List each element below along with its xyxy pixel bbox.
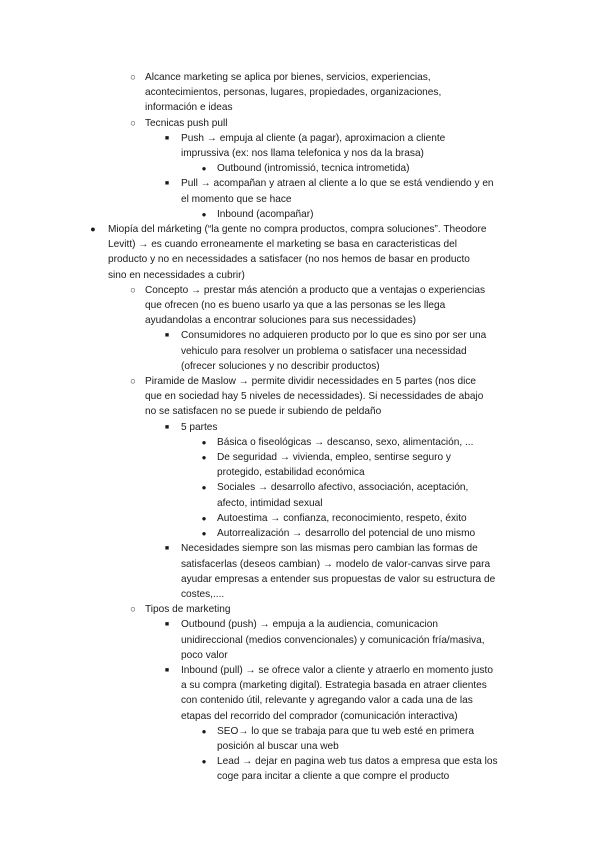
list-item-text: De seguridad → vivienda, empleo, sentirse seguro y protegido, estabilidad económica [217, 452, 451, 479]
list-item-text: Alcance marketing se aplica por bienes, servicios, experiencias, acontecimientos, personas, lugares, propiedades, organizaciones, información e ideas [145, 72, 442, 114]
list-item-text: Outbound (intromissió, tecnica intrometida) [217, 163, 410, 175]
list-item-text: Miopía del márketing (“la gente no compra productos, compra soluciones”. Theodore Levitt) → es cuando erroneamente el marketing se basa en caracteristicas del producto y no en necessidades a satisfacer (no nos hemos de basar en producto sino en necessidades a cubrir) [108, 224, 487, 281]
list-item [0, 116, 600, 131]
list-item [0, 754, 600, 784]
list-item [0, 663, 600, 724]
list-item-text: Pull → acompañan y atraen al cliente a lo que se está vendiendo y en el momento que se hace [181, 178, 494, 205]
filled-circle-bullet-icon: ● [90, 224, 96, 235]
filled-circle-bullet-icon: ● [201, 529, 207, 539]
filled-circle-bullet-icon: ● [201, 757, 207, 767]
list-item-text: Básica o fiseológicas → descanso, sexo, alimentación, ... [217, 436, 474, 448]
filled-circle-bullet-icon: ● [201, 209, 207, 219]
list-item [0, 602, 600, 617]
list-item-text: Concepto → prestar más atención a producto que a ventajas o experiencias que ofrecen (no es bueno usarlo ya que a las personas se les llega ayudandolas a encontrar soluciones para sus necessidades) [145, 284, 486, 327]
list-item [0, 526, 600, 541]
list-item [0, 450, 600, 480]
list-item [0, 617, 600, 663]
square-bullet-icon: ■ [164, 545, 170, 553]
list-item-text: SEO→ lo que se trabaja para que tu web esté en primera posición al buscar una web [217, 725, 474, 752]
list-item-text: Lead → dejar en pagina web tus datos a empresa que esta los coge para incitar a cliente a que compre el producto [217, 756, 498, 783]
list-item [0, 374, 600, 420]
list-item-text: Necesidades siempre son las mismas pero cambian las formas de satisfacerlas (deseos cambian) → modelo de valor-canvas sirve para ayudar empresas a entender sus propuestas de valor su estructura de costes,.... [181, 543, 496, 600]
square-bullet-icon: ■ [164, 134, 170, 142]
list-item-text: Push → empuja al cliente (a pagar), aproximacion a cliente imprussiva (ex: nos llama telefonica y nos da la brasa) [181, 132, 446, 160]
list-item [0, 435, 600, 450]
list-item-text: Inbound (acompañar) [217, 208, 314, 220]
list-item [0, 70, 600, 116]
square-bullet-icon: ■ [164, 423, 170, 431]
list-item-text: Inbound (pull) → se ofrece valor a cliente y atraerlo en momento justo a su compra (marketing digital). Estrategia basada en atraer clientes con contenido útil, relevante y agregando valor a cada una de las etapas del recorrido del comprador (comunicación interactiva) [181, 664, 493, 722]
list-item [0, 480, 600, 510]
square-bullet-icon: ■ [164, 621, 170, 629]
hollow-circle-bullet-icon: ○ [130, 376, 136, 388]
list-item [0, 420, 600, 435]
square-bullet-icon: ■ [164, 332, 170, 340]
list-item-text: Sociales → desarrollo afectivo, associación, aceptación, afecto, intimidad sexual [217, 482, 469, 509]
list-item [0, 328, 600, 374]
square-bullet-icon: ■ [164, 666, 170, 674]
document-page [0, 70, 600, 785]
filled-circle-bullet-icon: ● [201, 437, 207, 447]
list-item [0, 131, 600, 161]
list-item [0, 161, 600, 176]
filled-circle-bullet-icon: ● [201, 513, 207, 523]
hollow-circle-bullet-icon: ○ [130, 72, 136, 83]
square-bullet-icon: ■ [164, 180, 170, 188]
list-item-text: Autorrealización → desarrollo del potencial de uno mismo [217, 528, 476, 540]
list-item [0, 283, 600, 329]
list-item-text: Tecnicas push pull [145, 117, 228, 129]
hollow-circle-bullet-icon: ○ [130, 284, 136, 296]
filled-circle-bullet-icon: ● [201, 726, 207, 736]
list-item [0, 207, 600, 222]
hollow-circle-bullet-icon: ○ [130, 604, 136, 616]
list-item-text: Consumidores no adquieren producto por lo que es sino por ser una vehiculo para resolver un problema o satisfacer una necessidad (ofrecer soluciones y no describir productos) [181, 330, 487, 372]
list-item-text: 5 partes [181, 421, 218, 433]
list-item [0, 176, 600, 206]
list-item-text: Piramide de Maslow → permite dividir necessidades en 5 partes (nos dice que en sociedad hay 5 niveles de necessidades). Si necessidades de abajo no se satisfacen no se puede ir subiendo de peldaño [145, 376, 484, 418]
filled-circle-bullet-icon: ● [201, 483, 207, 493]
list-item-text: Outbound (push) → empuja a la audiencia, comunicacion unidireccional (medios convencionales) y comunicación fría/masiva, poco valor [181, 619, 485, 661]
list-item [0, 724, 600, 754]
list-item [0, 511, 600, 526]
filled-circle-bullet-icon: ● [201, 453, 207, 463]
list-item-text: Tipos de marketing [145, 604, 231, 616]
list-item [0, 222, 600, 283]
list-item [0, 541, 600, 602]
hollow-circle-bullet-icon: ○ [130, 117, 136, 129]
filled-circle-bullet-icon: ● [201, 164, 207, 174]
list-item-text: Autoestima → confianza, reconocimiento, respeto, éxito [217, 512, 467, 524]
